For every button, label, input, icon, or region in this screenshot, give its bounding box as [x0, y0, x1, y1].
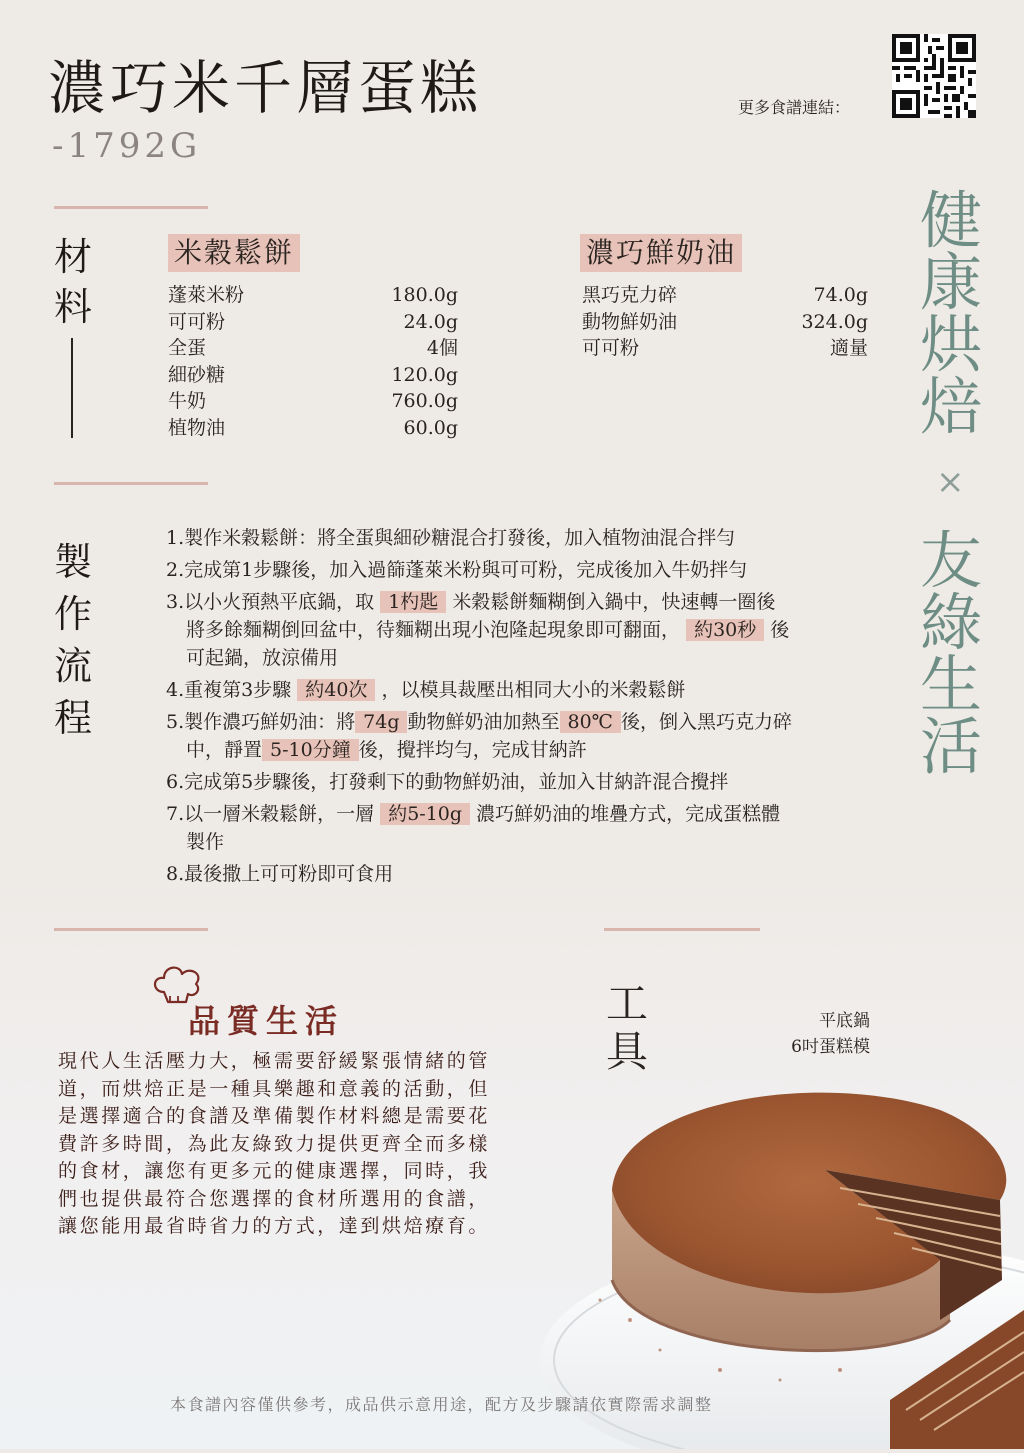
list-item: 可可粉 24.0g [168, 310, 458, 333]
step-5: 5.製作濃巧鮮奶油：將 74g 動物鮮奶油加熱至 80℃ 後，倒入黑巧克力碎 中，靜置 5-10分鐘 後，攪拌均勻，完成甘納許 [166, 711, 792, 761]
highlight: 約40次 [297, 679, 375, 701]
pancake-ingredient-list [168, 282, 458, 441]
list-item: 可可粉 適量 [582, 337, 868, 359]
step-4: 4.重複第3步驟 約40次 ，以模具裁壓出相同大小的米穀鬆餅 [166, 679, 686, 701]
step-3: 3.以小火預熱平底鍋，取 1杓匙 米穀鬆餅麵糊倒入鍋中，快速轉一圈後 將多餘麵糊倒回盆中，待麵糊出現小泡隆起現象即可翻面， 約30秒 後 可起鍋，放涼備用 [166, 591, 790, 669]
side-text-bottom: 友綠生活 [919, 524, 982, 783]
qr-code-icon[interactable] [892, 34, 976, 118]
section-rule [54, 928, 208, 931]
quality-paragraph: 現代人生活壓力大，極需要舒緩緊張情緒的管道，而烘焙正是一種具樂趣和意義的活動，但是選擇適合的食譜及準備製作材料總是需要花費許多時間，為此友綠致力提供更齊全而多樣的食材，讓您有更多元的健康選擇，同時，我們也提供最符合您選擇的食材所選用的食譜，讓您能用最省時省力的方式，達到烘焙療育。 [58, 1050, 491, 1237]
list-item: 平底鍋 [819, 1011, 870, 1031]
list-item: 蓬萊米粉 180.0g [168, 284, 458, 306]
process-steps [166, 524, 876, 892]
ingredients-section-label: 材料 [54, 235, 93, 329]
section-rule [54, 206, 208, 209]
process-section-label: 製作流程 [54, 540, 93, 740]
step-2: 2.完成第1步驟後，加入過篩蓬萊米粉與可可粉，完成後加入牛奶拌勻 [166, 559, 748, 581]
list-item: 細砂糖 120.0g [168, 363, 458, 386]
list-item: 黑巧克力碎 74.0g [582, 284, 868, 306]
footer-disclaimer: 本食譜內容僅供參考，成品供示意用途，配方及步驟請依實際需求調整 [170, 1395, 713, 1414]
step-7: 7.以一層米穀鬆餅，一層 約5-10g 濃巧鮮奶油的堆疊方式，完成蛋糕體 製作 [166, 803, 781, 853]
recipe-title: 濃巧米千層蛋糕 [48, 54, 483, 122]
highlight: 80℃ [560, 711, 621, 733]
step-6: 6.完成第5步驟後，打發剩下的動物鮮奶油，並加入甘納許混合攪拌 [166, 771, 729, 793]
highlight: 約5-10g [380, 803, 470, 825]
highlight: 74g [355, 711, 407, 733]
section-rule [604, 928, 760, 931]
more-recipes-label: 更多食譜連結： [738, 98, 851, 117]
highlight: 5-10分鐘 [262, 739, 359, 761]
quality-heading: 品質生活 [188, 1002, 345, 1040]
list-item: 全蛋 4個 [168, 337, 458, 359]
cream-ingredient-list [582, 282, 868, 362]
step-8: 8.最後撒上可可粉即可食用 [166, 863, 394, 885]
list-item: 6吋蛋糕模 [791, 1037, 870, 1057]
list-item: 動物鮮奶油 324.0g [582, 310, 868, 333]
list-item: 植物油 60.0g [168, 416, 458, 439]
step-1: 1.製作米穀鬆餅：將全蛋與細砂糖混合打發後，加入植物油混合拌勻 [166, 527, 736, 549]
section-divider [71, 338, 73, 438]
section-rule [54, 482, 208, 485]
tools-list [760, 1008, 870, 1060]
pancake-heading: 米穀鬆餅 [168, 234, 300, 272]
cream-heading: 濃巧鮮奶油 [580, 234, 742, 272]
highlight: 約30秒 [686, 619, 764, 641]
list-item: 牛奶 760.0g [168, 390, 458, 412]
tools-heading: 工具 [606, 979, 649, 1076]
recipe-weight: -1792G [52, 126, 202, 166]
side-text-top: 健康烘焙 [919, 184, 982, 443]
highlight: 1杓匙 [380, 591, 446, 613]
times-icon: × [936, 462, 965, 502]
